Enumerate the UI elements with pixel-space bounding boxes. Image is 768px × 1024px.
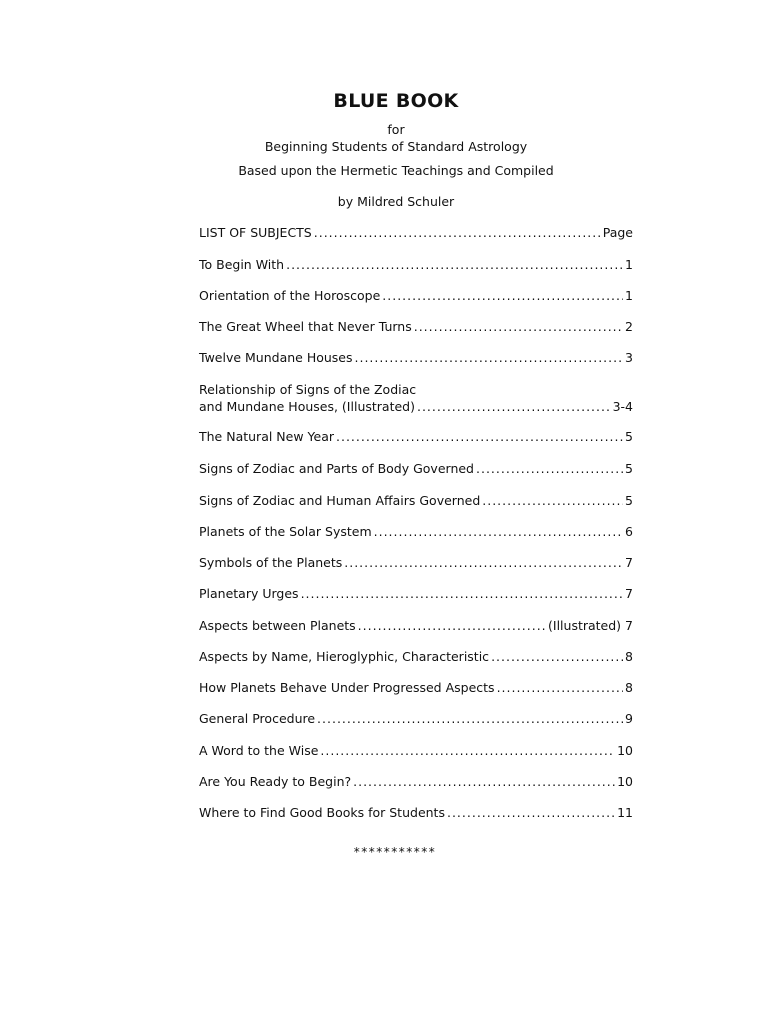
author-line: by Mildred Schuler bbox=[337, 194, 455, 209]
toc-entry-label: Symbols of the Planets bbox=[199, 555, 343, 570]
toc-entry-page: 5 bbox=[625, 493, 633, 508]
toc-entry bbox=[199, 318, 633, 335]
toc-entry bbox=[199, 617, 633, 634]
document-subtitle: Beginning Students of Standard Astrology bbox=[264, 139, 528, 154]
toc-entry-page: 6 bbox=[625, 524, 633, 539]
toc-entry-label: Planetary Urges bbox=[199, 586, 299, 601]
toc-leader bbox=[482, 492, 623, 509]
toc-entry-page: 8 bbox=[625, 649, 633, 664]
toc-entry bbox=[199, 256, 633, 273]
toc-entry bbox=[199, 523, 633, 540]
toc-entry-label-continued: and Mundane Houses, (Illustrated) bbox=[199, 399, 415, 414]
toc-leader bbox=[491, 648, 623, 665]
toc-entry-label: A Word to the Wise bbox=[199, 743, 319, 758]
toc-entry-label: General Procedure bbox=[199, 711, 316, 726]
toc-leader bbox=[314, 224, 601, 241]
toc-leader bbox=[476, 460, 623, 477]
toc-leader bbox=[317, 710, 623, 727]
toc-entry bbox=[199, 554, 633, 571]
toc-entry-label: Planets of the Solar System bbox=[199, 524, 372, 539]
toc-entry bbox=[199, 428, 633, 445]
toc-heading-page: Page bbox=[602, 225, 633, 240]
document-title: BLUE BOOK bbox=[333, 90, 459, 112]
toc-entry-page: 7 bbox=[625, 555, 633, 570]
toc-entry-label: Are You Ready to Begin? bbox=[199, 774, 352, 789]
toc-entry bbox=[199, 648, 633, 665]
toc-entry-page: (Illustrated) 7 bbox=[548, 618, 633, 633]
toc-entry bbox=[199, 710, 633, 727]
for-line: for bbox=[387, 122, 405, 137]
toc-leader bbox=[344, 554, 623, 571]
toc-leader bbox=[320, 742, 615, 759]
toc-entry-label: Signs of Zodiac and Parts of Body Governed bbox=[199, 461, 474, 476]
toc-entry bbox=[199, 773, 633, 790]
toc-entry-label: Where to Find Good Books for Students bbox=[199, 805, 445, 820]
toc-entry-page: 10 bbox=[617, 774, 633, 789]
toc-entry-label: Relationship of Signs of the Zodiac bbox=[199, 382, 417, 397]
toc-leader bbox=[286, 256, 623, 273]
toc-entry-page: 5 bbox=[625, 429, 633, 444]
toc-entry bbox=[199, 381, 633, 415]
toc-leader bbox=[374, 523, 623, 540]
toc-entry-page: 9 bbox=[625, 711, 633, 726]
toc-entry-page: 5 bbox=[625, 461, 633, 476]
toc-entry-page: 10 bbox=[617, 743, 633, 758]
toc-leader bbox=[497, 679, 623, 696]
toc-entry bbox=[199, 492, 633, 509]
toc-entry-page: 3 bbox=[625, 350, 633, 365]
toc-entry-page: 3-4 bbox=[612, 399, 633, 414]
toc-heading-label: LIST OF SUBJECTS bbox=[199, 225, 312, 240]
toc-entry-label: To Begin With bbox=[199, 257, 285, 272]
toc-entry-label: Orientation of the Horoscope bbox=[199, 288, 381, 303]
toc-entry bbox=[199, 585, 633, 602]
toc-entry-page: 8 bbox=[625, 680, 633, 695]
toc-entry-label: How Planets Behave Under Progressed Aspects bbox=[199, 680, 495, 695]
based-upon-line: Based upon the Hermetic Teachings and Compiled bbox=[238, 163, 554, 178]
toc-leader bbox=[301, 585, 623, 602]
toc-entry-label: Aspects between Planets bbox=[199, 618, 356, 633]
toc-entry-label: Twelve Mundane Houses bbox=[199, 350, 353, 365]
toc-heading bbox=[199, 224, 633, 241]
toc-entry bbox=[199, 349, 633, 366]
toc-entry-label: Aspects by Name, Hieroglyphic, Characteristic bbox=[199, 649, 490, 664]
toc-entry-page: 11 bbox=[617, 805, 633, 820]
toc-leader bbox=[358, 617, 546, 634]
toc-entry-page: 1 bbox=[625, 288, 633, 303]
toc-entry bbox=[199, 460, 633, 477]
toc-leader bbox=[353, 773, 615, 790]
toc-leader bbox=[414, 318, 623, 335]
toc-entry bbox=[199, 804, 633, 821]
toc-entry bbox=[199, 287, 633, 304]
toc-leader bbox=[417, 398, 611, 415]
toc-leader bbox=[447, 804, 615, 821]
toc-entry-page: 7 bbox=[625, 586, 633, 601]
toc-entry bbox=[199, 679, 633, 696]
toc-leader bbox=[382, 287, 623, 304]
toc-leader bbox=[355, 349, 624, 366]
toc-entry-page: 1 bbox=[625, 257, 633, 272]
toc-entry-label: Signs of Zodiac and Human Affairs Governed bbox=[199, 493, 481, 508]
toc-entry-page: 2 bbox=[625, 319, 633, 334]
section-separator: *********** bbox=[353, 845, 437, 859]
toc-leader bbox=[336, 428, 623, 445]
toc-entry-label: The Great Wheel that Never Turns bbox=[199, 319, 412, 334]
toc-entry-label: The Natural New Year bbox=[199, 429, 335, 444]
toc-entry bbox=[199, 742, 633, 759]
